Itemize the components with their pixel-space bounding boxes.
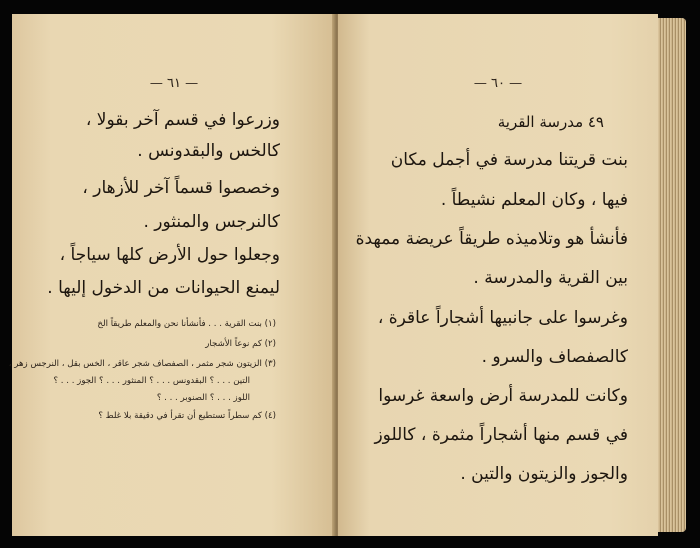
- right-page: [338, 14, 658, 536]
- right-line-4: بين القرية والمدرسة .: [473, 268, 628, 288]
- right-line-3: فأنشأ هو وتلاميذه طريقاً عريضة ممهدة: [355, 229, 628, 249]
- right-line-1: بنت قريتنا مدرسة في أجمل مكان: [390, 150, 628, 170]
- right-line-7: وكانت للمدرسة أرض واسعة غرسوا: [378, 386, 628, 406]
- left-line-3: وخصصوا قسماً آخر للأزهار ،: [82, 178, 280, 198]
- lesson-title: ٤٩ مدرسة القرية: [497, 113, 604, 131]
- right-line-5: وغرسوا على جانبيها أشجاراً عاقرة ،: [377, 308, 628, 328]
- exercise-3: (٣) الزيتون شجر مثمر ، الصفصاف شجر عاقر ، الخس بقل ، النرجس زهر ،: [8, 359, 276, 369]
- exercise-2: (٢) كم نوعاً الأشجار: [205, 339, 276, 349]
- left-page: [8, 14, 336, 536]
- left-line-4: كالنرجس والمنثور .: [143, 212, 280, 232]
- left-page-number: — ٦١ —: [149, 76, 199, 91]
- right-line-9: والجوز والزيتون والتين .: [460, 464, 628, 484]
- exercise-3-cont-1: التين . . . ؟ البقدونس . . . ؟ المنثور . . . ؟ الجوز . . . ؟: [53, 376, 250, 386]
- page-edges: [656, 18, 686, 532]
- left-line-6: ليمنع الحيوانات من الدخول إليها .: [47, 278, 280, 298]
- right-line-2: فيها ، وكان المعلم نشيطاً .: [440, 190, 628, 210]
- exercise-1: (١) بنت القرية . . . فأنشأنا نحن والمعلم طريقاً الخ: [97, 319, 276, 329]
- right-page-number: — ٦٠ —: [473, 76, 523, 91]
- left-line-1: وزرعوا في قسم آخر بقولا ،: [85, 110, 280, 130]
- exercise-3-cont-2: اللوز . . . ؟ الصنوبر . . . ؟: [156, 393, 250, 403]
- exercise-4: (٤) كم سطراً تستطيع أن تقرأ في دقيقة بلا غلط ؟: [98, 411, 276, 421]
- left-line-2: كالخس والبقدونس .: [137, 141, 280, 161]
- right-line-8: في قسم منها أشجاراً مثمرة ، كاللوز: [374, 425, 628, 445]
- right-line-6: كالصفصاف والسرو .: [481, 347, 628, 367]
- left-line-5: وجعلوا حول الأرض كلها سياجاً ،: [59, 245, 280, 265]
